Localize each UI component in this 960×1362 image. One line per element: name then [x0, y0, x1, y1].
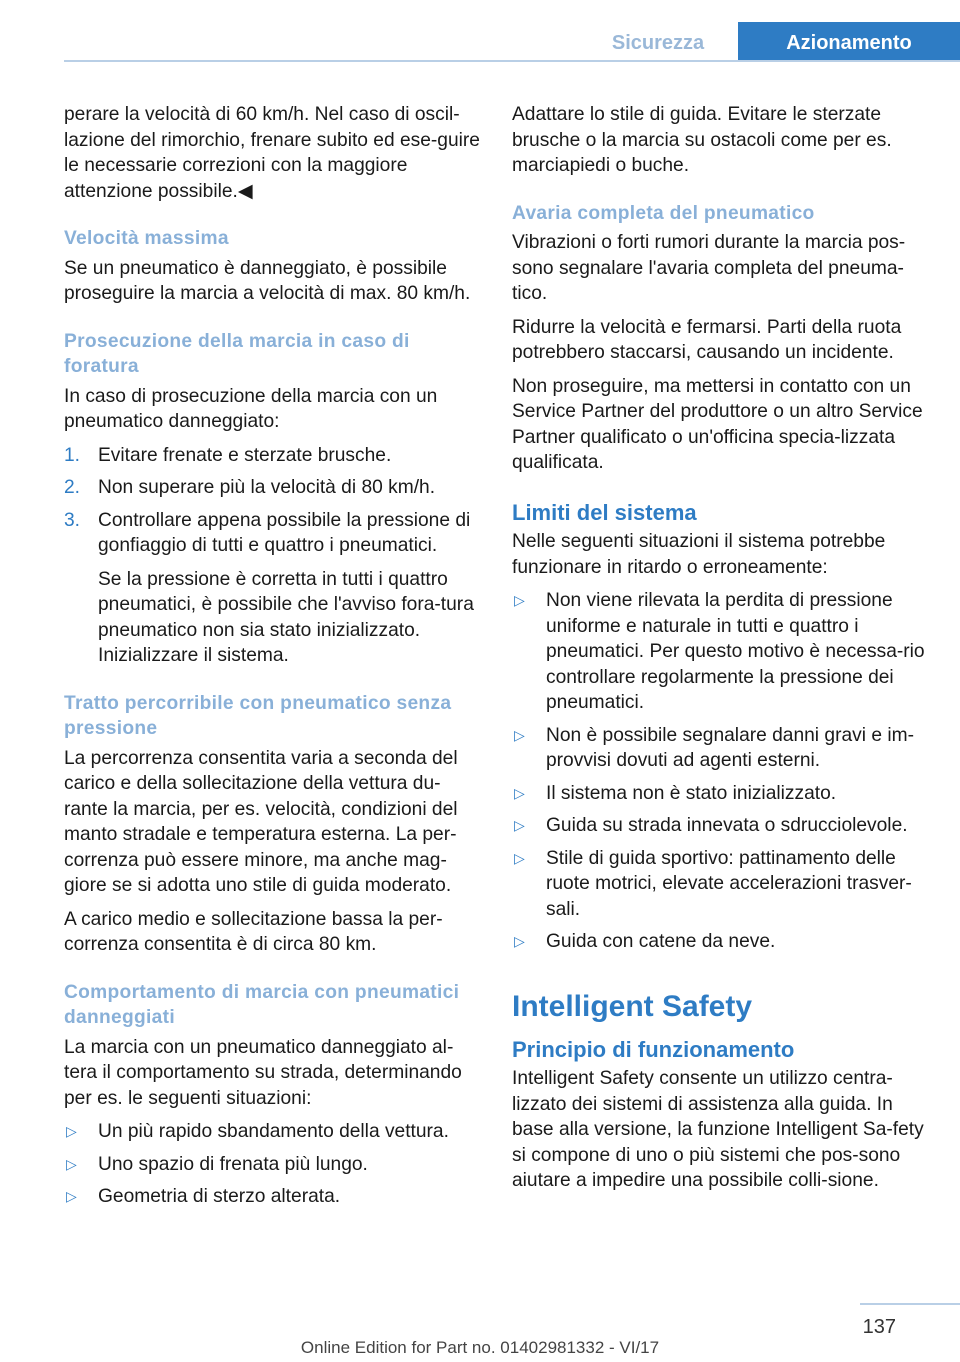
bullet-triangle-icon: ▷ — [514, 933, 525, 949]
heading-comportamento: Comportamento di marcia con pneumatici danneggiati — [64, 981, 460, 1028]
bullet-triangle-icon: ▷ — [66, 1155, 77, 1172]
list-item — [512, 929, 928, 955]
paragraph-velocita-massima: Se un pneumatico è danneggiato, è possibile proseguire la marcia a velocità di max. 80 km/h. — [64, 257, 471, 304]
list-item — [64, 475, 482, 501]
heading-foratura: Prosecuzione della marcia in caso di foratura — [64, 330, 410, 377]
left-column — [64, 102, 482, 1217]
heading-principio: Principio di funzionamento — [512, 1036, 795, 1062]
footer-edition: Online Edition for Part no. 01402981332 - VI/17 — [300, 1338, 660, 1357]
bullet-triangle-icon: ▷ — [66, 1123, 77, 1139]
list-item-text: Non è possibile segnalare danni gravi e im-provvisi dovuti ad agenti esterni. — [546, 724, 914, 771]
paragraph-comportamento: La marcia con un pneumatico danneggiato al-tera il comportamento su strada, determinando per es. le seguenti situazioni: — [64, 1036, 462, 1109]
step-number: 3. — [64, 509, 81, 531]
intro-paragraph: perare la velocità di 60 km/h. Nel caso di oscil-lazione del rimorchio, frenare subito ed ese-guire le necessarie correzioni con la maggiore attenzione possibile.◀ — [64, 104, 480, 202]
paragraph-principio: Intelligent Safety consente un utilizzo centra-lizzato dei sistemi di assistenza alla guida. In base alla versione, la funzione Intelligent Sa-fety si compone di uno o più sistemi che pos-sono aiutare a impedire una possibile colli-sione. — [512, 1068, 924, 1191]
bullet-triangle-icon: ▷ — [514, 726, 525, 743]
list-item — [512, 813, 928, 839]
bullet-triangle-icon: ▷ — [514, 592, 525, 608]
step-note: Se la pressione è corretta in tutti i quattro pneumatici, è possibile che l'avviso fora-tura pneumatico non sia stato inizializzato. Inizializzare il sistema. — [98, 568, 474, 666]
list-item-text: Non viene rilevata la perdita di pressione uniforme e naturale in tutti e quattro i pneumatici. Per questo motivo è necessa-rio controllare regolarmente la pressione dei pneumatici. — [546, 590, 925, 713]
footer-divider — [860, 1303, 960, 1305]
list-item — [64, 1152, 482, 1178]
limiti-list — [512, 588, 928, 955]
list-item — [512, 588, 928, 716]
heading-tratto-percorribile: Tratto percorribile con pneumatico senza pressione — [64, 692, 452, 739]
paragraph-tratto-1: La percorrenza consentita varia a seconda del carico e della sollecitazione della vettura du-rante la marcia, per es. velocità, condizioni del manto stradale e temperatura esterna. La per-correnza può essere minore, ma anche mag-giore se si adotta uno stile di guida moderato. — [64, 747, 458, 896]
list-item — [512, 781, 928, 807]
heading-avaria: Avaria completa del pneumatico — [512, 202, 815, 224]
step-text: Evitare frenate e sterzate brusche. — [98, 444, 392, 466]
list-item — [512, 846, 928, 923]
bullet-triangle-icon: ▷ — [514, 784, 525, 801]
intro-paragraph-right: Adattare lo stile di guida. Evitare le sterzate brusche o la marcia su ostacoli come per es. marciapiedi o buche. — [512, 104, 892, 176]
paragraph-foratura: In caso di prosecuzione della marcia con un pneumatico danneggiato: — [64, 385, 438, 432]
page-number: 137 — [862, 1316, 896, 1338]
list-item — [64, 1184, 482, 1210]
paragraph-avaria-3: Non proseguire, ma mettersi in contatto con un Service Partner del produttore o un altro Service Partner qualificato o un'officina specia-lizzata qualificata. — [512, 375, 923, 473]
bullet-triangle-icon: ▷ — [514, 849, 525, 866]
page-header — [0, 0, 960, 62]
step-number: 2. — [64, 477, 81, 498]
bullet-triangle-icon: ▷ — [66, 1188, 77, 1204]
chapter-tab[interactable]: Azionamento — [738, 22, 960, 62]
list-item-text: Stile di guida sportivo: pattinamento delle ruote motrici, elevate accelerazioni trasver-sali. — [546, 847, 912, 920]
heading-velocita-massima: Velocità massima — [64, 228, 229, 249]
step-text: Controllare appena possibile la pressione di gonfiaggio di tutti e quattro i pneumatici. — [98, 509, 471, 556]
paragraph-avaria-2: Ridurre la velocità e fermarsi. Parti della ruota potrebbero staccarsi, causando un incidente. — [512, 316, 902, 363]
heading-intelligent-safety: Intelligent Safety — [512, 989, 753, 1023]
list-item-text: Il sistema non è stato inizializzato. — [546, 782, 837, 804]
right-column — [512, 102, 928, 1202]
paragraph-tratto-2: A carico medio e sollecitazione bassa la per-correnza consentita è di circa 80 km. — [64, 908, 443, 955]
list-item — [512, 723, 928, 774]
paragraph-avaria-1: Vibrazioni o forti rumori durante la marcia pos-sono segnalare l'avaria completa del pneuma-tico. — [512, 232, 906, 304]
list-item — [64, 443, 482, 469]
paragraph-limiti: Nelle seguenti situazioni il sistema potrebbe funzionare in ritardo o erroneamente: — [512, 531, 886, 578]
list-item-text: Un più rapido sbandamento della vettura. — [98, 1121, 449, 1142]
comportamento-list — [64, 1119, 482, 1210]
bullet-triangle-icon: ▷ — [514, 817, 525, 833]
step-text: Non superare più la velocità di 80 km/h. — [98, 477, 436, 498]
list-item — [64, 508, 482, 669]
step-number: 1. — [64, 444, 81, 466]
list-item-text: Guida su strada innevata o sdrucciolevole. — [546, 815, 908, 836]
steps-list — [64, 443, 482, 669]
section-tab[interactable]: Sicurezza — [611, 32, 705, 54]
header-divider — [64, 60, 960, 62]
list-item-text: Guida con catene da neve. — [546, 931, 776, 952]
heading-limiti-sistema: Limiti del sistema — [512, 499, 697, 525]
list-item-text: Uno spazio di frenata più lungo. — [98, 1153, 368, 1175]
list-item-text: Geometria di sterzo alterata. — [98, 1186, 341, 1207]
list-item — [64, 1119, 482, 1145]
